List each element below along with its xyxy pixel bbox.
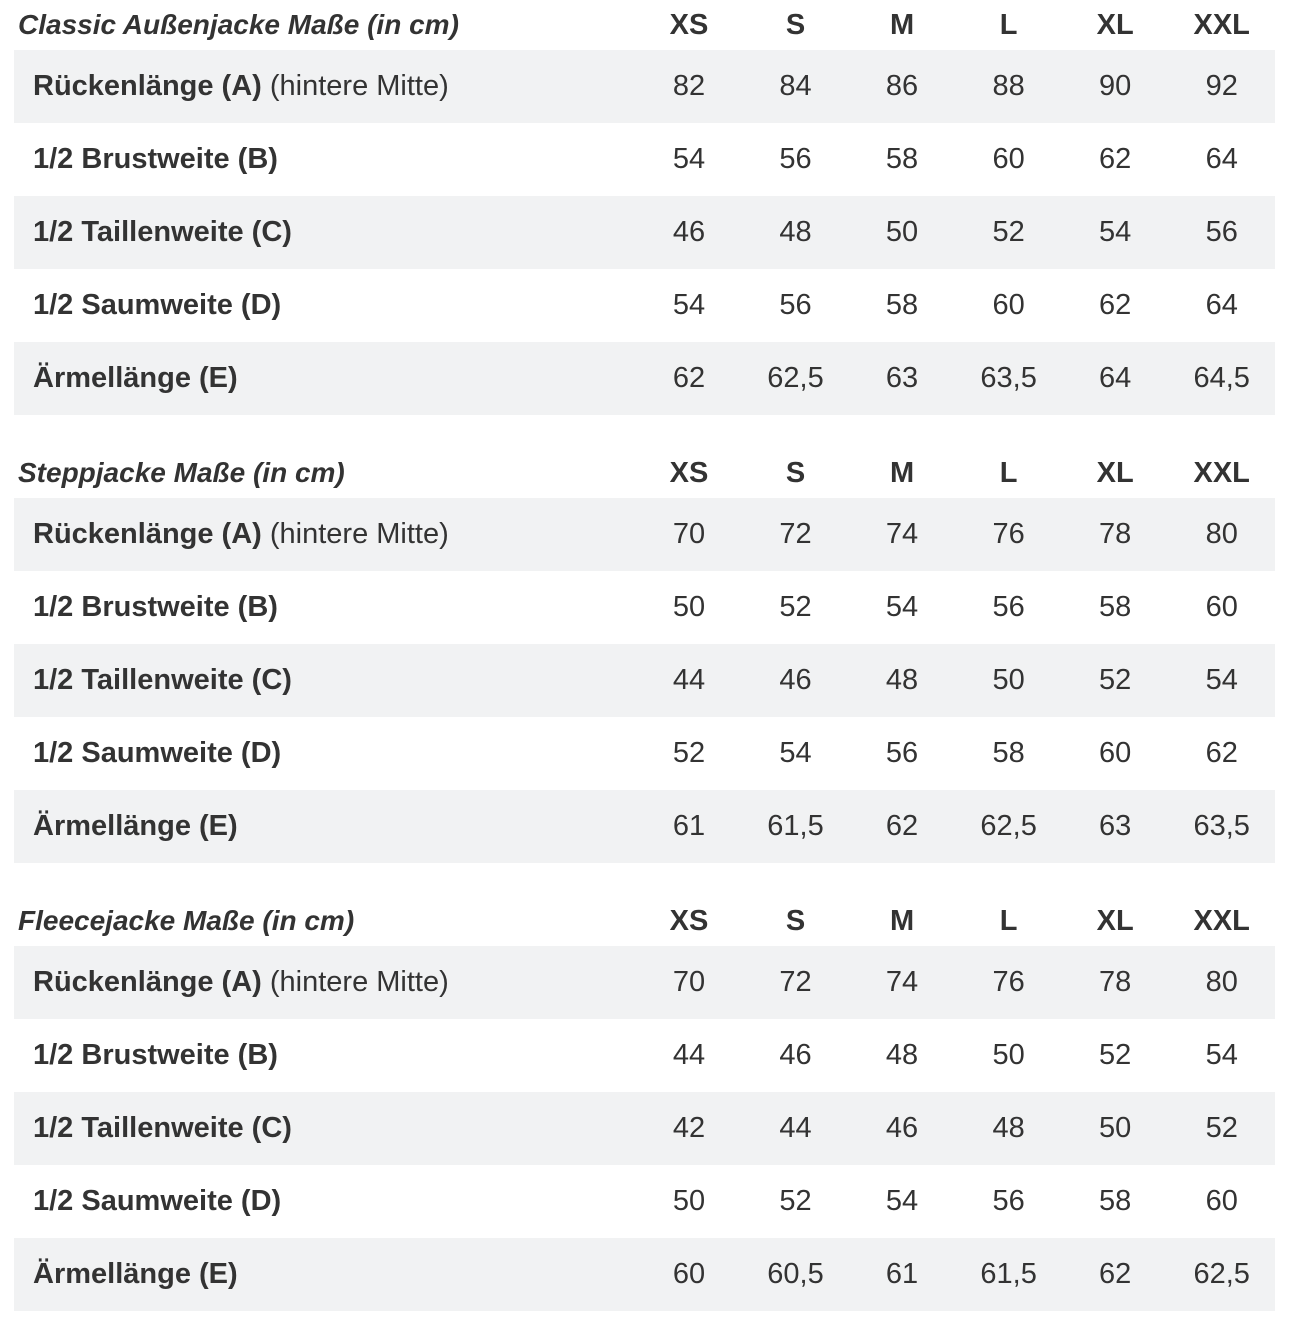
measure-label: 1/2 Saumweite (D) — [33, 1185, 282, 1217]
measure-label-cell — [14, 644, 636, 717]
size-value: 54 — [672, 143, 706, 175]
table-row — [14, 123, 1275, 196]
size-value: 46 — [742, 644, 849, 717]
size-value: 58 — [885, 143, 919, 175]
size-value: 64 — [1062, 342, 1169, 415]
measure-label: 1/2 Taillenweite (C) — [33, 664, 292, 696]
measure-label-cell — [14, 946, 636, 1019]
size-value: 80 — [1168, 498, 1275, 571]
size-column-header-xs: XS — [669, 8, 709, 41]
measure-label: Rückenlänge (A) — [33, 70, 262, 102]
size-value: 48 — [849, 644, 956, 717]
table-row — [14, 196, 1275, 269]
size-value: 61 — [849, 1238, 956, 1311]
size-value: 58 — [1099, 1185, 1132, 1217]
size-value: 60 — [636, 1238, 743, 1311]
table-header-row — [14, 896, 1275, 946]
size-value: 62 — [1099, 289, 1132, 321]
size-value: 48 — [885, 1039, 919, 1071]
measure-label: 1/2 Brustweite (B) — [33, 1039, 278, 1071]
size-value: 46 — [779, 1039, 812, 1071]
size-value: 76 — [955, 946, 1062, 1019]
size-value: 82 — [636, 50, 743, 123]
measure-label-cell — [14, 269, 636, 342]
table-row — [14, 1238, 1275, 1311]
size-value: 54 — [779, 737, 812, 769]
size-value: 44 — [742, 1092, 849, 1165]
size-value: 50 — [1062, 1092, 1169, 1165]
size-column-header-l: L — [999, 456, 1018, 489]
table-row — [14, 498, 1275, 571]
table-row — [14, 1019, 1275, 1092]
size-column-header-xs: XS — [669, 904, 709, 937]
table-row — [14, 1092, 1275, 1165]
size-value: 63 — [849, 342, 956, 415]
size-value: 78 — [1062, 946, 1169, 1019]
measure-label-cell — [14, 498, 636, 571]
measure-label-cell — [14, 123, 636, 196]
table-title: Fleecejacke Maße (in cm) — [18, 905, 355, 936]
measure-label-cell — [14, 571, 636, 644]
size-value: 52 — [1168, 1092, 1275, 1165]
measure-label-cell — [14, 50, 636, 123]
size-value: 88 — [955, 50, 1062, 123]
size-value: 63,5 — [955, 342, 1062, 415]
size-column-header-l: L — [999, 8, 1018, 41]
table-header-row — [14, 0, 1275, 50]
size-value: 48 — [742, 196, 849, 269]
size-value: 56 — [992, 1185, 1025, 1217]
table-row — [14, 790, 1275, 863]
table-row — [14, 644, 1275, 717]
size-value: 62 — [636, 342, 743, 415]
size-value: 62 — [849, 790, 956, 863]
table-row — [14, 571, 1275, 644]
size-column-header-xl: XL — [1096, 904, 1134, 937]
size-value: 63 — [1062, 790, 1169, 863]
size-value: 60 — [992, 289, 1025, 321]
table-row — [14, 50, 1275, 123]
table-title: Steppjacke Maße (in cm) — [18, 457, 345, 488]
measure-note: (hintere Mitte) — [269, 966, 449, 998]
size-value: 63,5 — [1168, 790, 1275, 863]
table-row — [14, 342, 1275, 415]
size-value: 54 — [1205, 1039, 1238, 1071]
size-column-header-xl: XL — [1096, 8, 1134, 41]
size-value: 54 — [1168, 644, 1275, 717]
size-value: 61,5 — [955, 1238, 1062, 1311]
measure-label: 1/2 Saumweite (D) — [33, 289, 282, 321]
table-row — [14, 717, 1275, 790]
size-value: 61 — [636, 790, 743, 863]
size-value: 56 — [779, 289, 812, 321]
size-value: 78 — [1062, 498, 1169, 571]
measure-label: 1/2 Brustweite (B) — [33, 591, 278, 623]
measure-label: 1/2 Brustweite (B) — [33, 143, 278, 175]
size-value: 86 — [849, 50, 956, 123]
size-column-header-s: S — [785, 456, 806, 489]
size-column-header-xl: XL — [1096, 456, 1134, 489]
table-row — [14, 1165, 1275, 1238]
measure-label: Ärmellänge (E) — [33, 810, 238, 842]
size-value: 58 — [885, 289, 919, 321]
size-value: 62,5 — [742, 342, 849, 415]
size-value: 52 — [955, 196, 1062, 269]
measure-label: 1/2 Taillenweite (C) — [33, 1112, 292, 1144]
size-value: 42 — [636, 1092, 743, 1165]
size-value: 62 — [1099, 143, 1132, 175]
measure-label: 1/2 Saumweite (D) — [33, 737, 282, 769]
size-value: 74 — [849, 498, 956, 571]
size-column-header-xs: XS — [669, 456, 709, 489]
size-value: 52 — [1099, 1039, 1132, 1071]
size-value: 60 — [1099, 737, 1132, 769]
measure-label-cell — [14, 1019, 636, 1092]
size-value: 48 — [955, 1092, 1062, 1165]
measure-note: (hintere Mitte) — [269, 518, 449, 550]
measure-label-cell — [14, 196, 636, 269]
size-value: 70 — [636, 946, 743, 1019]
measure-label-cell — [14, 1165, 636, 1238]
size-value: 70 — [636, 498, 743, 571]
measure-label-cell — [14, 342, 636, 415]
size-value: 56 — [1168, 196, 1275, 269]
size-value: 64 — [1205, 143, 1238, 175]
size-value: 54 — [672, 289, 706, 321]
size-value: 84 — [742, 50, 849, 123]
size-column-header-m: M — [889, 904, 915, 937]
size-value: 58 — [992, 737, 1025, 769]
size-value: 62 — [1062, 1238, 1169, 1311]
size-value: 60 — [1205, 1185, 1238, 1217]
size-value: 50 — [849, 196, 956, 269]
size-column-header-xxl: XXL — [1193, 8, 1250, 41]
size-column-header-m: M — [889, 456, 915, 489]
size-column-header-m: M — [889, 8, 915, 41]
size-value: 56 — [992, 591, 1025, 623]
size-value: 52 — [672, 737, 706, 769]
size-column-header-xxl: XXL — [1193, 456, 1250, 489]
measure-label: Rückenlänge (A) — [33, 966, 262, 998]
size-value: 52 — [1062, 644, 1169, 717]
table-title: Classic Außenjacke Maße (in cm) — [18, 9, 459, 40]
size-value: 72 — [742, 498, 849, 571]
size-value: 50 — [992, 1039, 1025, 1071]
measure-label: Rückenlänge (A) — [33, 518, 262, 550]
size-value: 62,5 — [1168, 1238, 1275, 1311]
size-value: 56 — [885, 737, 919, 769]
size-value: 74 — [849, 946, 956, 1019]
size-value: 58 — [1099, 591, 1132, 623]
size-value: 44 — [672, 1039, 706, 1071]
measure-label: Ärmellänge (E) — [33, 362, 238, 394]
size-value: 46 — [849, 1092, 956, 1165]
size-value: 72 — [742, 946, 849, 1019]
size-value: 50 — [672, 1185, 706, 1217]
size-value: 50 — [672, 591, 706, 623]
size-value: 44 — [636, 644, 743, 717]
size-value: 62 — [1205, 737, 1238, 769]
table-header-row — [14, 448, 1275, 498]
size-value: 92 — [1168, 50, 1275, 123]
size-table-fleecejacke — [14, 896, 1275, 1311]
size-value: 54 — [1062, 196, 1169, 269]
table-row — [14, 946, 1275, 1019]
size-value: 64 — [1205, 289, 1238, 321]
size-value: 76 — [955, 498, 1062, 571]
size-value: 80 — [1168, 946, 1275, 1019]
measure-label: 1/2 Taillenweite (C) — [33, 216, 292, 248]
size-value: 54 — [885, 1185, 919, 1217]
size-value: 60 — [992, 143, 1025, 175]
size-value: 60,5 — [742, 1238, 849, 1311]
size-value: 61,5 — [742, 790, 849, 863]
size-column-header-l: L — [999, 904, 1018, 937]
measure-label-cell — [14, 717, 636, 790]
size-value: 60 — [1205, 591, 1238, 623]
measure-label-cell — [14, 1092, 636, 1165]
measure-label: Ärmellänge (E) — [33, 1258, 238, 1290]
size-column-header-s: S — [785, 8, 806, 41]
size-value: 64,5 — [1168, 342, 1275, 415]
size-value: 90 — [1062, 50, 1169, 123]
size-value: 62,5 — [955, 790, 1062, 863]
size-table-classic-aussenjacke — [14, 0, 1275, 415]
size-column-header-s: S — [785, 904, 806, 937]
size-value: 56 — [779, 143, 812, 175]
size-value: 52 — [779, 591, 812, 623]
size-value: 54 — [885, 591, 919, 623]
size-value: 46 — [636, 196, 743, 269]
size-value: 50 — [955, 644, 1062, 717]
size-column-header-xxl: XXL — [1193, 904, 1250, 937]
measure-note: (hintere Mitte) — [269, 70, 449, 102]
size-value: 52 — [779, 1185, 812, 1217]
size-table-steppjacke — [14, 448, 1275, 863]
table-row — [14, 269, 1275, 342]
measure-label-cell — [14, 790, 636, 863]
measure-label-cell — [14, 1238, 636, 1311]
